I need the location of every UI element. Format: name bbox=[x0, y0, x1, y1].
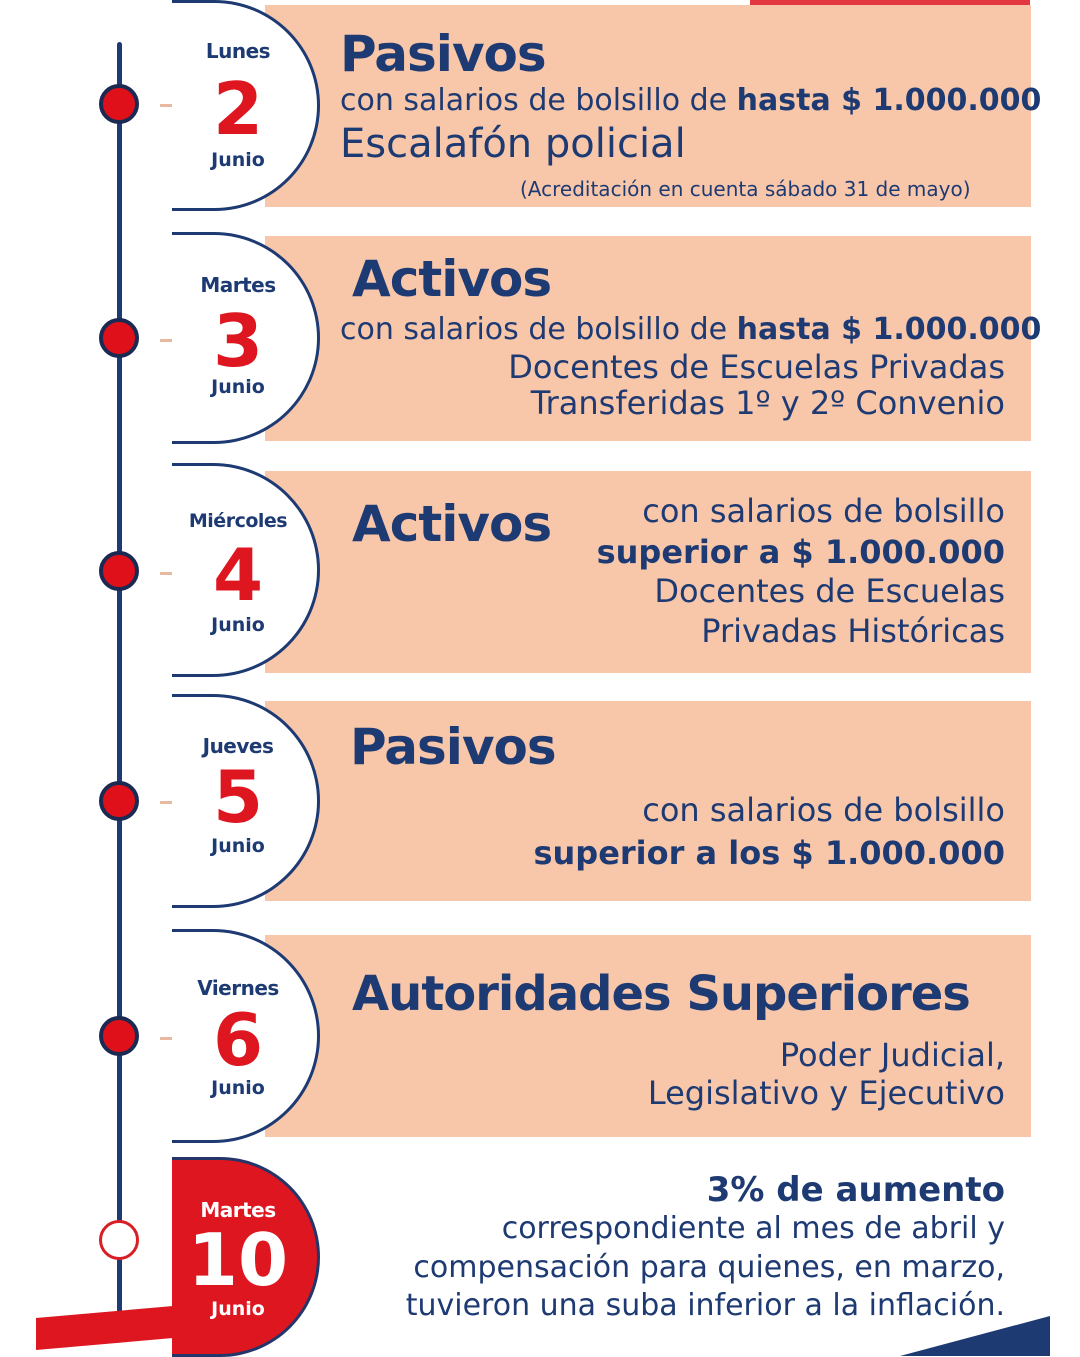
timeline-dot-hollow bbox=[99, 1220, 139, 1260]
item-line: Docentes de Escuelas Privadas bbox=[508, 348, 1005, 386]
timeline-dot bbox=[99, 781, 139, 821]
item-line: Escalafón policial bbox=[340, 121, 686, 167]
badge-day: Viernes bbox=[197, 976, 279, 1000]
item-line: Privadas Históricas bbox=[701, 612, 1005, 650]
item-line: correspondiente al mes de abril y bbox=[501, 1211, 1005, 1246]
badge-date: 5 bbox=[212, 755, 264, 839]
raise-headline: 3% de aumento bbox=[706, 1170, 1005, 1210]
timeline-dot bbox=[99, 1016, 139, 1056]
badge-date: 4 bbox=[212, 533, 264, 617]
item-title: Autoridades Superiores bbox=[352, 966, 970, 1022]
item-line: Poder Judicial, bbox=[779, 1036, 1005, 1074]
timeline-dot bbox=[99, 551, 139, 591]
badge-month: Junio bbox=[211, 149, 265, 171]
item-line-bold: superior a los $ 1.000.000 bbox=[533, 834, 1005, 872]
item-title: Pasivos bbox=[340, 25, 546, 83]
badge-date: 10 bbox=[187, 1218, 289, 1302]
item-line-bold: superior a $ 1.000.000 bbox=[596, 533, 1005, 571]
item-line: tuvieron una suba inferior a la inflación. bbox=[405, 1288, 1005, 1323]
badge-month: Junio bbox=[211, 614, 265, 636]
item-line: con salarios de bolsillo bbox=[642, 791, 1005, 829]
badge-day: Lunes bbox=[205, 39, 271, 63]
bottom-decoration-red bbox=[36, 1306, 176, 1350]
item-title: Activos bbox=[352, 495, 552, 553]
badge-date: 2 bbox=[212, 67, 264, 151]
badge-month: Junio bbox=[211, 835, 265, 857]
badge-day: Miércoles bbox=[188, 510, 288, 532]
badge-month: Junio bbox=[211, 1298, 265, 1320]
timeline-dot bbox=[99, 84, 139, 124]
item-line: compensación para quienes, en marzo, bbox=[413, 1250, 1005, 1285]
date-badge-martes-10 bbox=[172, 1157, 320, 1357]
badge-date: 3 bbox=[212, 299, 264, 383]
badge-month: Junio bbox=[211, 1077, 265, 1099]
item-line: Transferidas 1º y 2º Convenio bbox=[530, 384, 1005, 422]
badge-day: Jueves bbox=[202, 734, 274, 758]
badge-day: Martes bbox=[200, 1198, 276, 1222]
item-title: Activos bbox=[352, 250, 552, 308]
badge-date: 6 bbox=[212, 998, 264, 1082]
item-line: con salarios de bolsillo de hasta $ 1.000.000 bbox=[340, 312, 1042, 347]
item-title: Pasivos bbox=[350, 718, 556, 776]
badge-month: Junio bbox=[211, 376, 265, 398]
item-line: con salarios de bolsillo de hasta $ 1.000.000 bbox=[340, 83, 1042, 118]
item-line: Legislativo y Ejecutivo bbox=[647, 1074, 1005, 1112]
item-line: Docentes de Escuelas bbox=[654, 572, 1005, 610]
timeline-dot bbox=[99, 318, 139, 358]
badge-day: Martes bbox=[200, 273, 276, 297]
timeline-line bbox=[117, 42, 122, 1327]
item-line: con salarios de bolsillo bbox=[642, 492, 1005, 530]
item-note: (Acreditación en cuenta sábado 31 de mayo) bbox=[520, 177, 971, 201]
